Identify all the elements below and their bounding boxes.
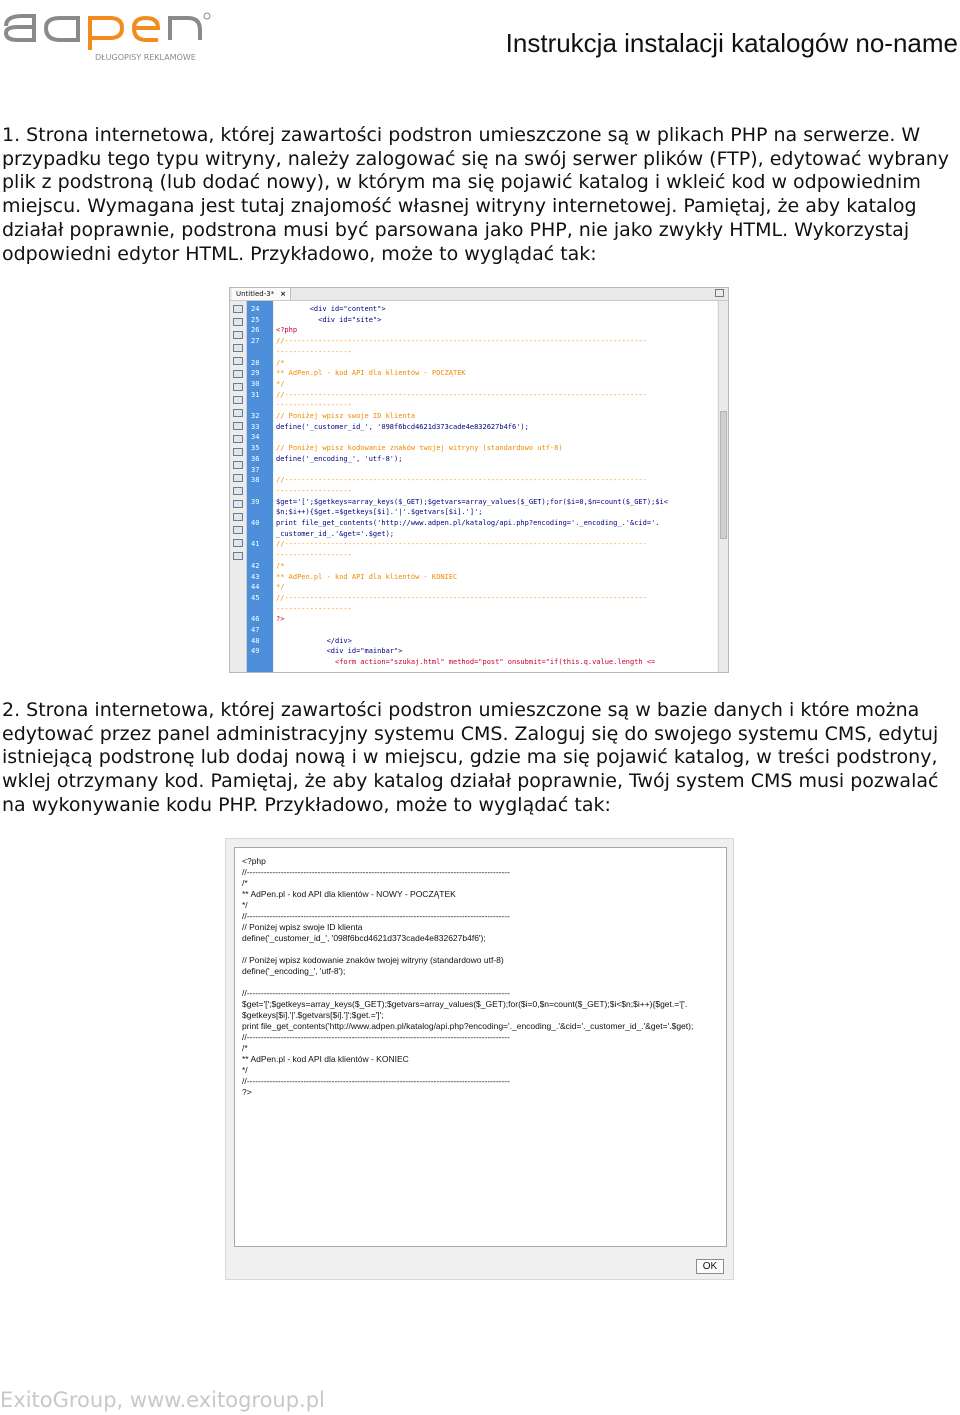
cms-code-line: // Poniżej wpisz swoje ID klienta xyxy=(242,922,363,932)
code-line: // Poniżej wpisz kodowanie znaków twojej witryny (standardowo utf-8) xyxy=(276,444,563,453)
code-line: ------------------ xyxy=(276,604,352,613)
cms-code-line: // Poniżej wpisz kodowanie znaków twojej witryny (standardowo utf-8) xyxy=(242,955,504,965)
highlight-icon[interactable] xyxy=(233,370,243,378)
cms-code-line: //--------------------------------------------------------------------------------------------- xyxy=(242,1076,510,1086)
code-line: <?php xyxy=(276,326,298,335)
code-line: /* xyxy=(276,358,285,367)
code-line: $get='[';$getkeys=array_keys($_GET);$getvars=array_values($_GET);for($i=0,$n=count($_GET);$i< xyxy=(276,497,668,506)
cms-code-line: $getkeys[$i].'|'.$getvars[$i].']';$get.=']'; xyxy=(242,1010,384,1020)
cms-code-line: $get='[';$getkeys=array_keys($_GET);$getvars=array_values($_GET);for($i=0,$n=count($_GET);$i<$n;$i++){$get.='['. xyxy=(242,999,688,1009)
code-line: //-------------------------------------------------------------------------------------- xyxy=(276,390,647,399)
line-number: 32 xyxy=(251,412,260,420)
comment-icon[interactable] xyxy=(233,461,243,469)
cms-code-line: */ xyxy=(242,1065,248,1075)
outdent-icon[interactable] xyxy=(233,448,243,456)
code-line: //-------------------------------------------------------------------------------------- xyxy=(276,540,647,549)
scrollbar-thumb[interactable] xyxy=(720,411,727,539)
code-line: //-------------------------------------------------------------------------------------- xyxy=(276,476,647,485)
line-number-gutter xyxy=(247,301,273,672)
restore-window-icon[interactable] xyxy=(715,289,724,297)
brackets-icon[interactable] xyxy=(233,422,243,430)
code-line: ------------------ xyxy=(276,486,352,495)
cms-code-line: /* xyxy=(242,878,248,888)
cms-code-line: define('_customer_id_', '098f6bcd4621d373cade4e832627b4f6'); xyxy=(242,933,486,943)
wrap-icon[interactable] xyxy=(233,383,243,391)
code-line: ** AdPen.pl - kod API dla klientów - POCZĄTEK xyxy=(276,369,466,378)
code-line: /* xyxy=(276,561,285,570)
code-editor-screenshot xyxy=(229,287,729,673)
uncomment-icon[interactable] xyxy=(233,474,243,482)
cms-code-line: <?php xyxy=(242,856,266,866)
line-number: 43 xyxy=(251,572,260,581)
line-number: 25 xyxy=(251,315,260,324)
cms-code-line: /* xyxy=(242,1043,248,1053)
cms-code-line: //--------------------------------------------------------------------------------------------- xyxy=(242,911,510,921)
line-number: 42 xyxy=(251,561,260,570)
footer-text: ExitoGroup, www.exitogroup.pl xyxy=(0,1388,325,1412)
select-icon[interactable] xyxy=(233,344,243,352)
line-number: 29 xyxy=(251,369,260,378)
code-line: ------------------ xyxy=(276,347,352,356)
editor-tab[interactable] xyxy=(232,288,291,300)
cms-editor-dialog xyxy=(225,838,734,1280)
tag-icon[interactable] xyxy=(233,513,243,521)
line-number: 36 xyxy=(251,454,260,463)
code-line: <div id="content"> xyxy=(276,305,386,313)
apply-icon[interactable] xyxy=(233,409,243,417)
code-line: */ xyxy=(276,583,285,592)
line-number: 27 xyxy=(251,337,260,346)
cms-content-textarea[interactable] xyxy=(234,847,727,1247)
code-area[interactable] xyxy=(274,301,717,672)
cms-code-line: //--------------------------------------------------------------------------------------------- xyxy=(242,867,510,877)
collapse-icon[interactable] xyxy=(233,318,243,326)
code-line: <div id="site"> xyxy=(276,315,382,324)
line-number: 33 xyxy=(251,422,260,431)
cms-code-line: define('_encoding_', 'utf-8'); xyxy=(242,966,346,976)
code-line: define('_customer_id_', '098f6bcd4621d373cade4e832627b4f6'); xyxy=(276,422,529,431)
close-icon[interactable]: × xyxy=(280,290,287,298)
outdent-list-icon[interactable] xyxy=(233,552,243,560)
file-icon[interactable] xyxy=(233,305,243,313)
line-number: 47 xyxy=(251,626,260,634)
code-line: ------------------ xyxy=(276,551,352,560)
line-number: 30 xyxy=(251,379,260,388)
line-number: 46 xyxy=(251,615,260,624)
code-line: */ xyxy=(276,379,285,388)
code-line: ?> xyxy=(276,615,285,624)
line-number: 40 xyxy=(251,519,260,527)
line-number: 35 xyxy=(251,444,260,453)
line-number: 31 xyxy=(251,390,260,399)
line-number: 49 xyxy=(251,647,260,656)
code-line: //-------------------------------------------------------------------------------------- xyxy=(276,337,647,346)
code-line: ** AdPen.pl - kod API dla klientów - KONIEC xyxy=(276,572,458,581)
ok-button[interactable]: OK xyxy=(696,1259,724,1274)
cms-code-line: //--------------------------------------------------------------------------------------------- xyxy=(242,1032,510,1042)
line-number: 38 xyxy=(251,476,260,485)
line-number: 24 xyxy=(251,305,260,313)
editor-tab-label: Untitled-3* xyxy=(236,290,275,298)
list-icon[interactable] xyxy=(233,539,243,547)
editor-toolbar xyxy=(230,301,247,672)
format-icon[interactable] xyxy=(233,500,243,508)
expand-icon[interactable] xyxy=(233,331,243,339)
cms-code-line: */ xyxy=(242,900,248,910)
code-line: <div id="mainbar"> xyxy=(276,647,403,656)
line-number: 39 xyxy=(251,497,260,506)
code-line: ------------------ xyxy=(276,401,352,410)
section-2-paragraph: 2. Strona internetowa, której zawartości podstron umieszczone są w bazie danych i które można edytować przez panel administracyjny systemu CMS. Zaloguj się do swojego systemu CMS, edytuj istniejącą podstronę lub dodaj nową i w miejscu, gdzie ma się pojawić katalog, w treści podstrony, wklej otrzymany kod. Pamiętaj, że aby katalog działał poprawnie, Twój system CMS musi pozwalać na wykonywanie kodu PHP. Przykładowo, może to wyglądać tak: xyxy=(2,699,939,816)
adpen-logo xyxy=(0,6,215,64)
line-number: 28 xyxy=(251,358,260,367)
snippet-icon[interactable] xyxy=(233,487,243,495)
vertical-scrollbar[interactable] xyxy=(718,301,729,672)
line-number: 48 xyxy=(251,636,260,645)
line-numbers-icon[interactable] xyxy=(233,357,243,365)
cms-code-line: print file_get_contents('http://www.adpen.pl/katalog/api.php?encoding='._encoding_.'&cid='._customer_id_.'&get='.$get); xyxy=(242,1021,694,1031)
line-number: 41 xyxy=(251,540,260,549)
line-number: 26 xyxy=(251,326,260,335)
line-number: 44 xyxy=(251,583,260,592)
line-number: 34 xyxy=(251,433,260,442)
editor-tab-bar xyxy=(230,288,728,301)
code-line: //-------------------------------------------------------------------------------------- xyxy=(276,593,647,602)
code-line: </div> xyxy=(276,636,352,645)
cms-code-line: ?> xyxy=(242,1087,252,1097)
move-icon[interactable] xyxy=(233,526,243,534)
adpen-logo-mark xyxy=(0,6,215,64)
code-line: _customer_id_.'&get='.$get); xyxy=(276,529,395,538)
code-line: $n;$i++){$get.=$getkeys[$i].'|'.$getvars[$i].']'; xyxy=(276,508,483,517)
section-1-paragraph: 1. Strona internetowa, której zawartości podstron umieszczone są w plikach PHP na serwerze. W przypadku tego typu witryny, należy zalogować się na swój serwer plików (FTP), edytować wybrany plik z podstroną (lub dodać nowy), w którym ma się pojawić katalog i wkleić kod w odpowiednim miejscu. Wymagana jest tutaj znajomość własnej witryny internetowej. Pamiętaj, że aby katalog działał poprawnie, podstrona musi być parsowana jako PHP, nie jako zwykły HTML. Wykorzystaj odpowiedni edytor HTML. Przykładowo, może to wyglądać tak: xyxy=(2,124,950,265)
cms-code-line: //--------------------------------------------------------------------------------------------- xyxy=(242,988,510,998)
indent-icon[interactable] xyxy=(233,435,243,443)
logo-subtitle: DŁUGOPISY REKLAMOWE xyxy=(95,53,196,62)
code-line: <form action="szukaj.html" method="post" onsubmit="if(this.q.value.length <= xyxy=(276,658,656,667)
code-line: define('_encoding_', 'utf-8'); xyxy=(276,454,403,463)
line-number: 37 xyxy=(251,465,260,474)
cms-code-line: ** AdPen.pl - kod API dla klientów - NOWY - POCZĄTEK xyxy=(242,889,456,899)
code-line: // Poniżej wpisz swoje ID klienta xyxy=(276,412,416,420)
line-number: 45 xyxy=(251,593,260,602)
code-line: print file_get_contents('http://www.adpen.pl/katalog/api.php?encoding='._encoding_.'&cid='. xyxy=(276,519,660,527)
page-title: Instrukcja instalacji katalogów no-name xyxy=(505,28,958,58)
syntax-icon[interactable] xyxy=(233,396,243,404)
cms-code-line: ** AdPen.pl - kod API dla klientów - KONIEC xyxy=(242,1054,409,1064)
